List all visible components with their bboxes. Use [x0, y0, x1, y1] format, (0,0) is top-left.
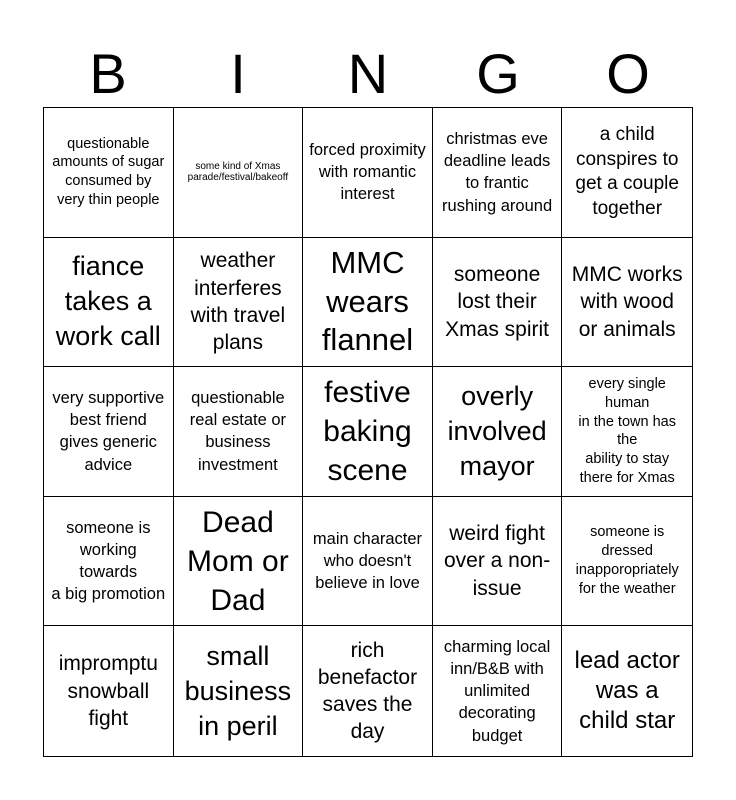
bingo-header [43, 40, 693, 108]
bingo-cell[interactable]: charming local inn/B&B with unlimited decorating budget [433, 626, 563, 756]
bingo-cell[interactable]: rich benefactor saves the day [303, 626, 433, 756]
bingo-cell[interactable]: main character who doesn't believe in love [303, 497, 433, 627]
bingo-cell[interactable]: someone lost their Xmas spirit [433, 238, 563, 368]
bingo-cell[interactable]: MMC wears flannel [303, 238, 433, 368]
bingo-cell[interactable]: questionable amounts of sugar consumed by very thin people [44, 108, 174, 238]
bingo-cell[interactable]: impromptu snowball fight [44, 626, 174, 756]
bingo-board [43, 107, 693, 757]
bingo-cell[interactable]: small business in peril [174, 626, 304, 756]
bingo-cell[interactable]: lead actor was a child star [574, 647, 680, 735]
bingo-cell[interactable]: some kind of Xmas parade/festival/bakeoff [174, 108, 304, 238]
bingo-cell[interactable]: every single human in the town has the ability to stay there for Xmas [562, 367, 692, 497]
header-letter-b: B [89, 42, 127, 105]
bingo-cell[interactable]: MMC works with wood or animals [562, 238, 692, 368]
bingo-cell[interactable]: questionable real estate or business investment [174, 367, 304, 497]
header-letter-o: O [606, 42, 650, 105]
bingo-cell[interactable]: christmas eve deadline leads to frantic rushing around [433, 108, 563, 238]
header-letter-n: N [347, 42, 389, 105]
header-letter-g: G [476, 42, 520, 105]
bingo-cell[interactable]: someone is working towards a big promotion [44, 497, 174, 627]
bingo-cell[interactable]: fiance takes a work call [44, 238, 174, 368]
bingo-cell[interactable]: forced proximity with romantic interest [303, 108, 433, 238]
bingo-cell[interactable]: weird fight over a non-issue [433, 497, 563, 627]
header-letter-i: I [230, 42, 246, 105]
bingo-cell[interactable]: weather interferes with travel plans [174, 238, 304, 368]
bingo-cell[interactable]: someone is dressed inapporopriately for the weather [562, 497, 692, 627]
bingo-cell[interactable]: festive baking scene [303, 367, 433, 497]
bingo-cell[interactable]: very supportive best friend gives generic advice [44, 367, 174, 497]
bingo-cell[interactable]: overly involved mayor [433, 367, 563, 497]
bingo-cell[interactable]: a child conspires to get a couple together [562, 108, 692, 238]
bingo-cell[interactable]: Dead Mom or Dad [174, 497, 304, 627]
